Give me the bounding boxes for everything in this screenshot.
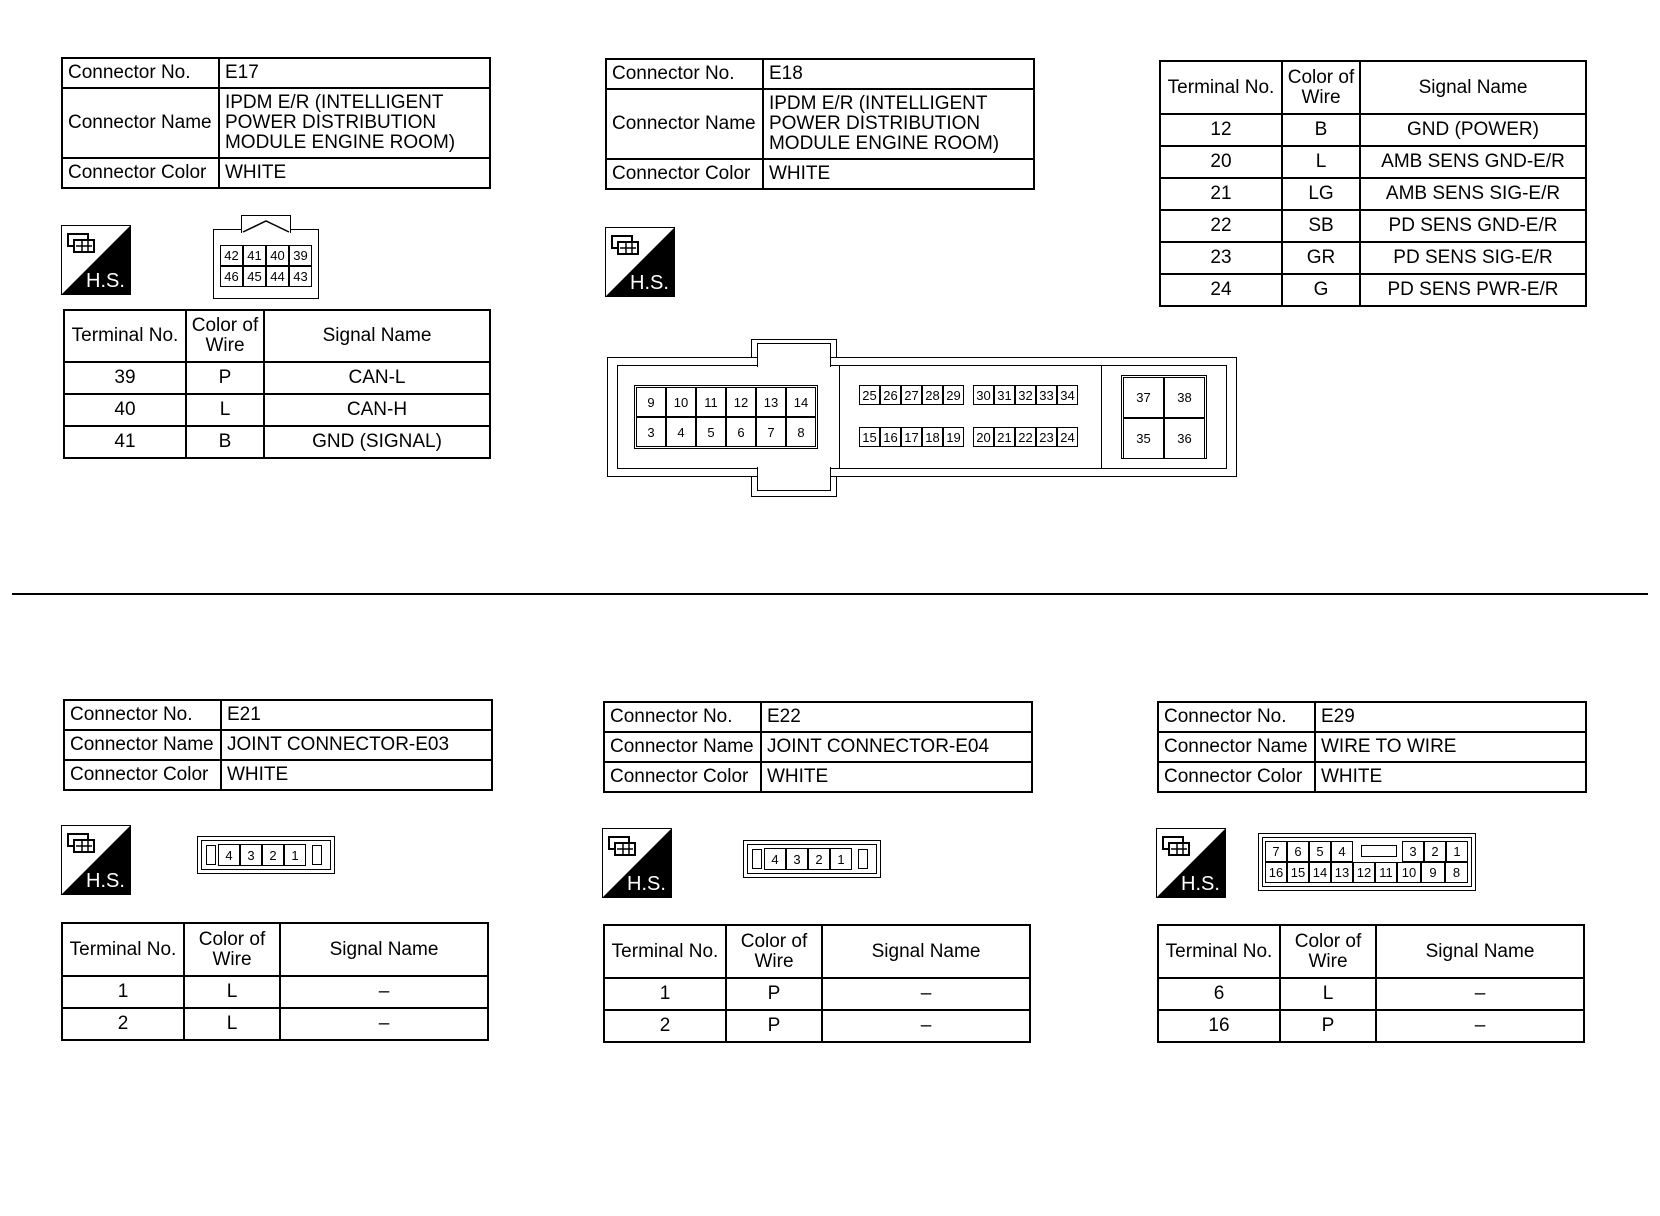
- e18-connector-face: [607, 339, 1237, 497]
- e17-pin: 40: [266, 245, 289, 266]
- e17-info-table: [61, 57, 491, 189]
- signal-cell: PD SENS SIG-E/R: [1360, 242, 1586, 274]
- e18-pin: 25: [859, 385, 880, 405]
- e29-connector-color: WHITE: [1315, 762, 1586, 792]
- signal-cell: PD SENS GND-E/R: [1360, 210, 1586, 242]
- table-row: [604, 978, 1030, 1010]
- e29-pin: 2: [1424, 841, 1446, 862]
- e18-pin: 17: [901, 427, 922, 447]
- color-of-wire-header: Color of Wire: [1280, 925, 1376, 978]
- e18-pin: 21: [994, 427, 1015, 447]
- e18-pin: 33: [1036, 385, 1057, 405]
- terminal-no-header: Terminal No.: [604, 925, 726, 978]
- signal-cell: GND (POWER): [1360, 114, 1586, 146]
- e18-connector-name: IPDM E/R (INTELLIGENT POWER DISTRIBUTION MODULE ENGINE ROOM): [763, 89, 1034, 159]
- e18-pin: 12: [726, 387, 756, 417]
- e21-connector-name-label: Connector Name: [64, 730, 221, 760]
- color-of-wire-header: Color of Wire: [184, 923, 280, 976]
- e18-pin: 6: [726, 417, 756, 447]
- e18-pin: 28: [922, 385, 943, 405]
- hs-label: H.S.: [1181, 873, 1220, 895]
- wire-cell: P: [726, 978, 822, 1010]
- e29-connector-no: E29: [1315, 702, 1586, 732]
- e18-pin: 14: [786, 387, 816, 417]
- wire-cell: B: [186, 426, 264, 458]
- e18-pin: 19: [943, 427, 964, 447]
- wire-cell: SB: [1282, 210, 1360, 242]
- e22-connector-face: [743, 840, 881, 878]
- signal-cell: –: [1376, 1010, 1584, 1042]
- e18-connector-no: E18: [763, 59, 1034, 89]
- e18-pin: 36: [1164, 418, 1205, 459]
- color-of-wire-header: Color of Wire: [186, 310, 264, 362]
- signal-name-header: Signal Name: [1376, 925, 1584, 978]
- hs-icon: [605, 227, 675, 297]
- table-row: [62, 1008, 488, 1040]
- e18-pin: 3: [636, 417, 666, 447]
- signal-name-header: Signal Name: [1360, 61, 1586, 114]
- terminal-cell: 20: [1160, 146, 1282, 178]
- e22-connector-name: JOINT CONNECTOR-E04: [761, 732, 1032, 762]
- terminal-cell: 1: [62, 976, 184, 1008]
- wire-cell: L: [1282, 146, 1360, 178]
- e17-pin: 46: [220, 266, 243, 287]
- wire-cell: L: [186, 394, 264, 426]
- wire-cell: L: [184, 1008, 280, 1040]
- e18-info-table: [605, 58, 1035, 190]
- e18-pin: 11: [696, 387, 726, 417]
- e29-pin: 4: [1331, 841, 1353, 862]
- signal-cell: GND (SIGNAL): [264, 426, 490, 458]
- table-row: [604, 1010, 1030, 1042]
- e18-pin: 32: [1015, 385, 1036, 405]
- terminal-cell: 2: [62, 1008, 184, 1040]
- e18-pin: 38: [1164, 377, 1205, 418]
- e21-connector-no: E21: [221, 700, 492, 730]
- e29-connector-name: WIRE TO WIRE: [1315, 732, 1586, 762]
- e29-pin: 8: [1445, 862, 1468, 883]
- terminal-cell: 1: [604, 978, 726, 1010]
- hs-icon: [61, 225, 131, 295]
- wire-cell: P: [726, 1010, 822, 1042]
- table-row: [62, 976, 488, 1008]
- e22-terminal-table: [603, 924, 1031, 1043]
- e18-pin: 8: [786, 417, 816, 447]
- e18-pin: 5: [696, 417, 726, 447]
- e18-pin: 7: [756, 417, 786, 447]
- e17-connector-color: WHITE: [219, 158, 490, 188]
- e22-pin: 2: [808, 848, 830, 870]
- terminal-cell: 22: [1160, 210, 1282, 242]
- e17-connector-face: [213, 215, 319, 299]
- e21-pin: 3: [240, 844, 262, 866]
- e18-pin: 27: [901, 385, 922, 405]
- signal-cell: –: [280, 1008, 488, 1040]
- e18-connector-color: WHITE: [763, 159, 1034, 189]
- signal-cell: –: [280, 976, 488, 1008]
- e29-pin: 9: [1421, 862, 1445, 883]
- terminal-cell: 41: [64, 426, 186, 458]
- e22-connector-color: WHITE: [761, 762, 1032, 792]
- e29-info-table: [1157, 701, 1587, 793]
- e21-info-table: [63, 699, 493, 791]
- terminal-no-header: Terminal No.: [1160, 61, 1282, 114]
- wire-cell: B: [1282, 114, 1360, 146]
- e17-pin: 43: [289, 266, 312, 287]
- e21-pin: 2: [262, 844, 284, 866]
- table-row: [1160, 178, 1586, 210]
- hs-icon: [61, 825, 131, 895]
- signal-cell: CAN-L: [264, 362, 490, 394]
- terminal-cell: 40: [64, 394, 186, 426]
- terminal-cell: 16: [1158, 1010, 1280, 1042]
- e18-pin: 9: [636, 387, 666, 417]
- e22-connector-no: E22: [761, 702, 1032, 732]
- e18-terminal-table: [1159, 60, 1587, 307]
- signal-cell: AMB SENS GND-E/R: [1360, 146, 1586, 178]
- e18-pin: 22: [1015, 427, 1036, 447]
- e29-pin: 14: [1309, 862, 1331, 883]
- hs-label: H.S.: [86, 270, 125, 292]
- table-row: [64, 362, 490, 394]
- terminal-cell: 2: [604, 1010, 726, 1042]
- color-of-wire-header: Color of Wire: [1282, 61, 1360, 114]
- e29-pin: 11: [1375, 862, 1397, 883]
- e29-pin: 5: [1309, 841, 1331, 862]
- e29-pin: 1: [1446, 841, 1468, 862]
- e17-pin: 42: [220, 245, 243, 266]
- wire-cell: P: [186, 362, 264, 394]
- e17-pin: 41: [243, 245, 266, 266]
- e29-pin: 12: [1353, 862, 1375, 883]
- e18-pin: 29: [943, 385, 964, 405]
- e29-pin: 3: [1402, 841, 1424, 862]
- e17-pin: 45: [243, 266, 266, 287]
- e21-connector-color: WHITE: [221, 760, 492, 790]
- table-row: [64, 394, 490, 426]
- e17-pin: 39: [289, 245, 312, 266]
- e18-connector-no-label: Connector No.: [606, 59, 763, 89]
- e18-pin: 10: [666, 387, 696, 417]
- terminal-no-header: Terminal No.: [64, 310, 186, 362]
- signal-cell: –: [1376, 978, 1584, 1010]
- e18-connector-name-label: Connector Name: [606, 89, 763, 159]
- e18-pin: 16: [880, 427, 901, 447]
- terminal-cell: 23: [1160, 242, 1282, 274]
- e18-pin: 23: [1036, 427, 1057, 447]
- e29-pin: 15: [1287, 862, 1309, 883]
- terminal-cell: 24: [1160, 274, 1282, 306]
- e29-pin: 6: [1287, 841, 1309, 862]
- wire-cell: P: [1280, 1010, 1376, 1042]
- section-divider: [12, 593, 1648, 595]
- e22-connector-no-label: Connector No.: [604, 702, 761, 732]
- e18-pin: 15: [859, 427, 880, 447]
- color-of-wire-header: Color of Wire: [726, 925, 822, 978]
- e18-pin: 20: [973, 427, 994, 447]
- table-row: [1160, 242, 1586, 274]
- e18-pin: 24: [1057, 427, 1078, 447]
- e17-connector-no: E17: [219, 58, 490, 88]
- signal-name-header: Signal Name: [280, 923, 488, 976]
- e18-pin: 18: [922, 427, 943, 447]
- e22-pin: 3: [786, 848, 808, 870]
- hs-label: H.S.: [627, 873, 666, 895]
- e22-connector-name-label: Connector Name: [604, 732, 761, 762]
- hs-label: H.S.: [86, 870, 125, 892]
- table-row: [1158, 1010, 1584, 1042]
- terminal-no-header: Terminal No.: [62, 923, 184, 976]
- e22-pin: 1: [830, 848, 852, 870]
- wire-cell: LG: [1282, 178, 1360, 210]
- e21-connector-color-label: Connector Color: [64, 760, 221, 790]
- e29-terminal-table: [1157, 924, 1585, 1043]
- table-row: [1158, 978, 1584, 1010]
- table-row: [1160, 274, 1586, 306]
- wire-cell: GR: [1282, 242, 1360, 274]
- e22-info-table: [603, 701, 1033, 793]
- e29-connector-face: [1258, 833, 1476, 891]
- terminal-cell: 6: [1158, 978, 1280, 1010]
- e29-connector-no-label: Connector No.: [1158, 702, 1315, 732]
- e18-pin: 35: [1123, 418, 1164, 459]
- e29-pin: 10: [1397, 862, 1421, 883]
- terminal-cell: 12: [1160, 114, 1282, 146]
- table-row: [1160, 146, 1586, 178]
- e18-pin: 4: [666, 417, 696, 447]
- e18-pin: 30: [973, 385, 994, 405]
- terminal-cell: 21: [1160, 178, 1282, 210]
- e17-pin: 44: [266, 266, 289, 287]
- terminal-no-header: Terminal No.: [1158, 925, 1280, 978]
- signal-cell: PD SENS PWR-E/R: [1360, 274, 1586, 306]
- e17-connector-no-label: Connector No.: [62, 58, 219, 88]
- e18-pin: 26: [880, 385, 901, 405]
- e29-connector-color-label: Connector Color: [1158, 762, 1315, 792]
- e18-pin: 37: [1123, 377, 1164, 418]
- e21-terminal-table: [61, 922, 489, 1041]
- hs-label: H.S.: [630, 272, 669, 294]
- e18-pin: 31: [994, 385, 1015, 405]
- terminal-cell: 39: [64, 362, 186, 394]
- e29-pin: 16: [1265, 862, 1287, 883]
- e21-pin: 4: [218, 844, 240, 866]
- e21-connector-face: [197, 836, 335, 874]
- table-row: [1160, 210, 1586, 242]
- signal-cell: –: [822, 978, 1030, 1010]
- e22-pin: 4: [764, 848, 786, 870]
- e29-pin: 13: [1331, 862, 1353, 883]
- e17-connector-name-label: Connector Name: [62, 88, 219, 158]
- e29-pin: 7: [1265, 841, 1287, 862]
- wire-cell: G: [1282, 274, 1360, 306]
- signal-cell: –: [822, 1010, 1030, 1042]
- wire-cell: L: [184, 976, 280, 1008]
- table-row: [64, 426, 490, 458]
- e18-connector-color-label: Connector Color: [606, 159, 763, 189]
- wire-cell: L: [1280, 978, 1376, 1010]
- table-row: [1160, 114, 1586, 146]
- signal-cell: AMB SENS SIG-E/R: [1360, 178, 1586, 210]
- e21-connector-no-label: Connector No.: [64, 700, 221, 730]
- e22-connector-color-label: Connector Color: [604, 762, 761, 792]
- e18-pin: 13: [756, 387, 786, 417]
- signal-cell: CAN-H: [264, 394, 490, 426]
- signal-name-header: Signal Name: [822, 925, 1030, 978]
- hs-icon: [602, 828, 672, 898]
- e29-connector-name-label: Connector Name: [1158, 732, 1315, 762]
- e21-connector-name: JOINT CONNECTOR-E03: [221, 730, 492, 760]
- e17-connector-name: IPDM E/R (INTELLIGENT POWER DISTRIBUTION MODULE ENGINE ROOM): [219, 88, 490, 158]
- e17-terminal-table: [63, 309, 491, 459]
- e17-connector-color-label: Connector Color: [62, 158, 219, 188]
- e21-pin: 1: [284, 844, 306, 866]
- e18-pin: 34: [1057, 385, 1078, 405]
- hs-icon: [1156, 828, 1226, 898]
- signal-name-header: Signal Name: [264, 310, 490, 362]
